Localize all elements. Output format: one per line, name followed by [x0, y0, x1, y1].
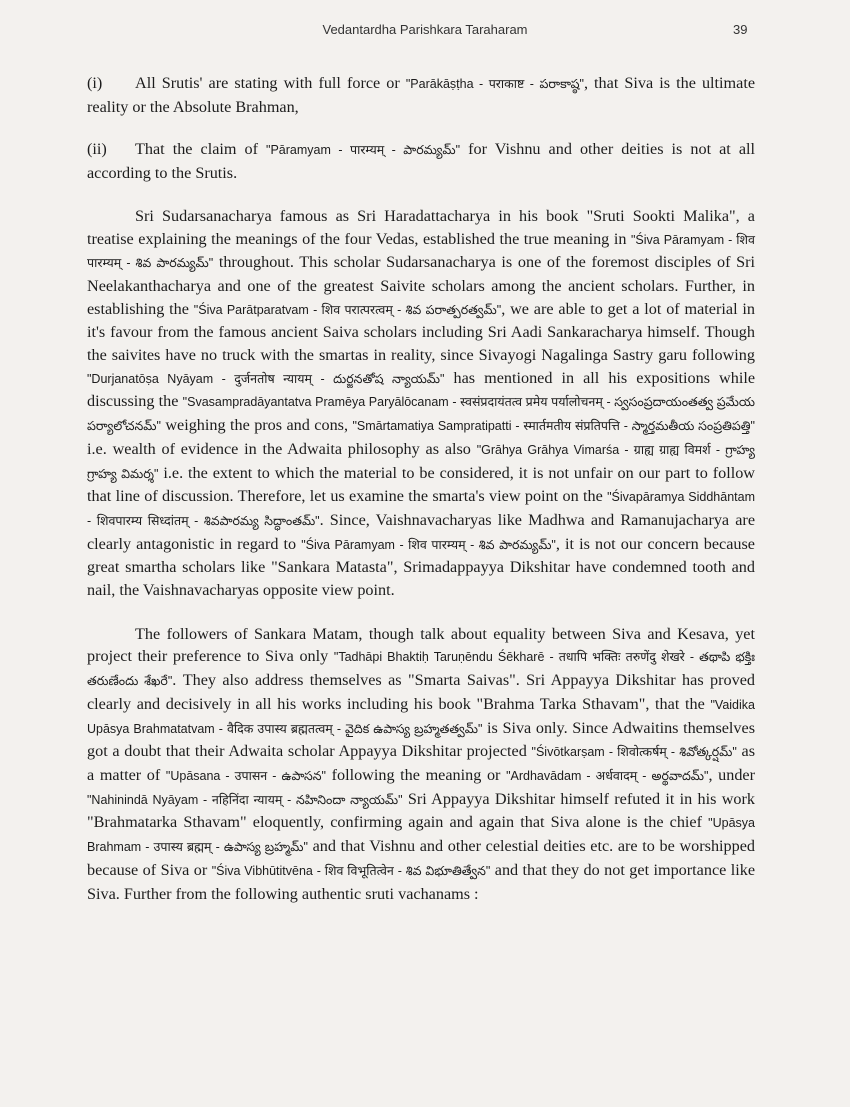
paragraph: [87, 205, 755, 602]
list-item: [87, 138, 755, 184]
paragraph-text: . They also address themselves as "Smarta Saivas". Sri Appayya Dikshitar has proved clearly and decisively in all his works including his book "Brahma Tarka Sthavam", that the: [87, 671, 755, 713]
list-item: [87, 72, 755, 118]
paragraph-text: and that Vishnu and other celestial deities etc. are to be worshipped because of Siva or: [87, 837, 755, 879]
sanskrit-term: "Grāhya Grāhya Vimarśa - ग्राह्य ग्राह्य विमर्श - గ్రాహ్య గ్రాహ్య విమర్శ": [87, 442, 756, 481]
sanskrit-term: "Vaidika Upāsya Brahmatatvam - वैदिक उपास्य ब्रह्मतत्वम् - వైదిక ఉపాస్య బ్రహ్మతత్వమ్": [87, 697, 755, 736]
paragraph-text: has mentioned in all his expositions while discussing the: [87, 368, 756, 411]
sanskrit-term: "Pāramyam - पारम्यम् - పారమ్యమ్": [266, 143, 461, 158]
sanskrit-term: "Śivapāramya Siddhāntam - शिवपारम्य सिध्दांतम् - శివపారమ్య సిద్ధాంతమ్": [87, 490, 755, 528]
paragraph-text: is Siva only. Since Adwaitins themselves got a doubt that their Adwaita scholar Appayya Dikshitar projected: [87, 718, 756, 761]
paragraph-text: weighing the pros and cons,: [160, 416, 353, 435]
paragraph-text: Sri Appayya Dikshitar himself refuted it in his work "Brahmatarka Sthavam" eloquently, confirming again and again that Siva alone is the chief: [87, 789, 756, 832]
sanskrit-term: "Tadhāpi Bhaktiḥ Taruṇēndu Śēkharē - तधापि भक्तिः तरुणेंदु शेखरे - తథాపి భక్తిః తరుణేందు శేఖరే": [87, 650, 755, 689]
paragraph-text: , we are able to get a lot of material in it's favour from the famous ancient Saiva scholars including Sri Aadi Sankaracharya himself. Though the saivites have no truck with the smartas in reality, since Sivayogi Nagalinga Sastry garu following: [87, 299, 755, 365]
sanskrit-term: "Śiva Parātparatvam - शिव परात्परत्वम् - శివ పరాత్పరత్వమ్": [193, 302, 502, 317]
item-text: All Srutis' are stating with full force or: [135, 74, 406, 92]
paragraph-text: . Since, Vaishnavacharyas like Madhwa and Ramanujacharya are clearly antagonistic in regard to: [87, 510, 756, 553]
list-item-number: (ii): [87, 140, 107, 159]
page-header: [0, 18, 850, 42]
sanskrit-term: "Svasampradāyantatva Pramēya Paryālōcanam - स्वसंप्रदायंतत्व प्रमेय पर्यालोचनम् - స్వసంప్రదాయంతత్వ ప్రమేయ పర్యాలోచనమ్": [87, 395, 755, 434]
sanskrit-term: "Nahinindā Nyāyam - नहिनिंदा न्यायम् - నహినిందా న్యాయమ్": [87, 792, 403, 807]
sanskrit-term: "Śiva Pāramyam - शिव पारम्यम् - శివ పారమ్యమ్": [87, 232, 755, 271]
sanskrit-term: "Śiva Vibhūtitvēna - शिव विभूतित्वेन - శివ విభూతిత్వేన": [211, 863, 491, 878]
paragraph-text: following the meaning or: [325, 765, 507, 784]
sanskrit-term: "Durjanatōṣa Nyāyam - दुर्जनतोष न्यायम् - దుర్జనతోష న్యాయమ్": [87, 371, 445, 386]
paragraph-text: i.e. wealth of evidence in the Adwaita philosophy as also: [87, 439, 477, 458]
paragraph-text: , it is not our concern because great smartha scholars like "Sankara Matasta", Srimadappayya Dikshitar have condemned tooth and nail, the Vaishnavacharyas opposite view point.: [87, 534, 755, 600]
paragraph-text: i.e. the extent to which the material to be considered, it is not unfair on our part to follow that line of discussion. Therefore, let us examine the smarta's view point on the: [87, 463, 755, 506]
paragraph-text: as a matter of: [87, 742, 756, 784]
sanskrit-term: "Śiva Pāramyam - शिव पारम्यम् - శివ పారమ్యమ్": [301, 537, 556, 552]
sanskrit-term: "Śivōtkarṣam - शिवोत्कर्षम् - శివోత్కర్షమ్": [531, 745, 737, 760]
paragraph: [87, 623, 755, 905]
paragraph-text: The followers of Sankara Matam, though talk about equality between Siva and Kesava, yet project their preference to Siva only: [87, 624, 755, 666]
body-text: [87, 72, 755, 926]
sanskrit-term: "Upāsana - उपासन - ఉపాసన": [165, 768, 326, 783]
sanskrit-term: "Parākāṣṭha - पराकाष्ट - పరాకాష్ఠ": [405, 77, 584, 91]
sanskrit-term: "Smārtamatiya Sampratipatti - स्मार्तमतीय संप्रतिपत्ति - స్మార్తమతీయ సంప్రతిపత్తి": [352, 419, 755, 434]
sanskrit-term: "Upāsya Brahmam - उपास्य ब्रह्मम् - ఉపాస్య బ్రహ్మమ్": [87, 816, 755, 855]
paragraph-text: , under: [708, 765, 756, 784]
list-item-number: (i): [87, 74, 103, 92]
item-text: That the claim of: [135, 140, 267, 159]
item-text: , that Siva is the ultimate reality or the Absolute Brahman,: [87, 74, 756, 116]
sanskrit-term: "Ardhavādam - अर्धवादम् - అర్థవాదమ్": [506, 768, 709, 783]
running-title: Vedantardha Parishkara Taraharam: [322, 22, 528, 37]
paragraph-text: throughout. This scholar Sudarsanacharya is one of the foremost disciples of Sri Neelakanthacharya and one of the greatest Saivite scholars among the ancient scholars. Further, in establishing the: [87, 253, 755, 318]
paragraph-text: and that they do not get importance like Siva. Further from the following authentic sruti vachanams :: [87, 860, 756, 903]
paragraph-text: Sri Sudarsanacharya famous as Sri Haradattacharya in his book "Sruti Sookti Malika", a treatise explaining the meanings of the four Vedas, established the true meaning in: [87, 206, 755, 248]
page-number: 39: [733, 22, 748, 37]
item-text: for Vishnu and other deities is not at all according to the Srutis.: [87, 140, 755, 183]
